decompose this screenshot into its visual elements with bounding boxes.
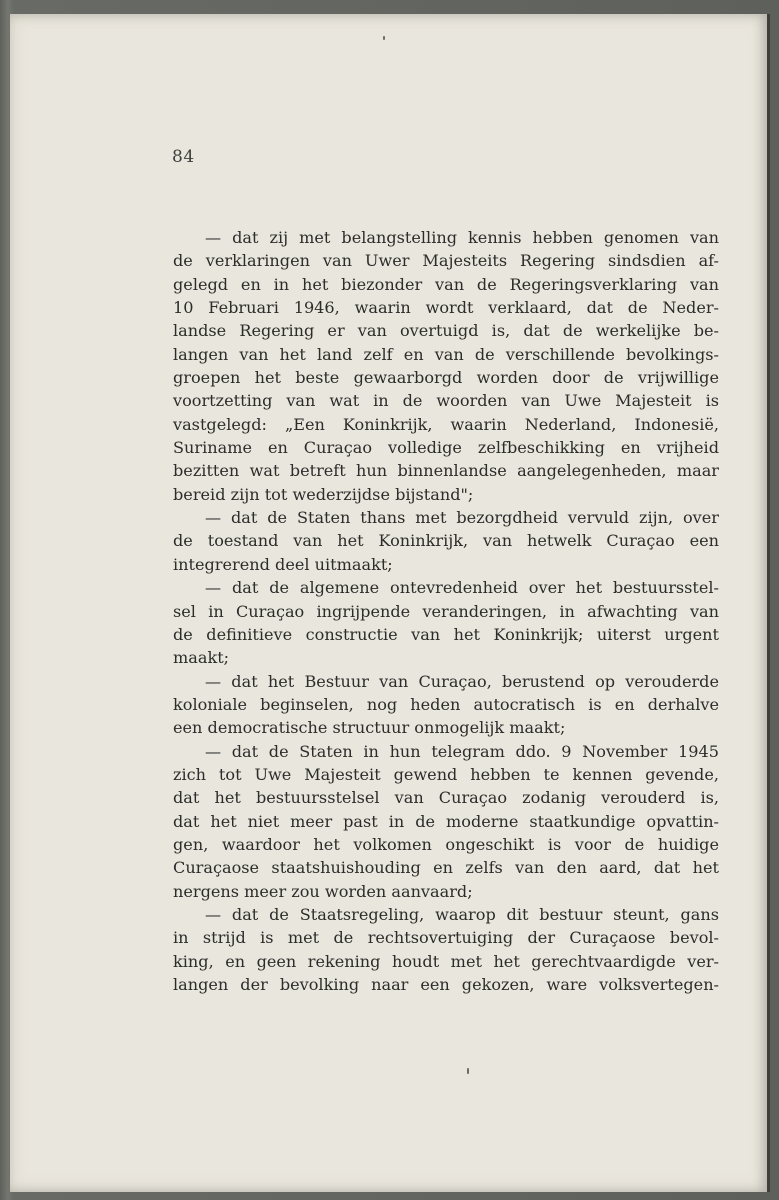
text-line: de definitieve constructie van het Koninkrijk; uiterst urgent bbox=[173, 624, 719, 644]
text-line: de verklaringen van Uwer Majesteits Regering sindsdien af- bbox=[173, 251, 719, 271]
text-line: dat het niet meer past in de moderne staatkundige opvattin- bbox=[173, 811, 719, 831]
text-line: integrerend deel uitmaakt; bbox=[173, 554, 393, 574]
text-line: vastgelegd: „Een Koninkrijk, waarin Nederland, Indonesië, bbox=[173, 414, 719, 434]
text-line: zich tot Uwe Majesteit gewend hebben te kennen gevende, bbox=[173, 764, 719, 784]
paper-speck bbox=[383, 36, 385, 40]
page-number: 84 bbox=[172, 147, 195, 167]
text-line: bezitten wat betreft hun binnenlandse aangelegenheden, maar bbox=[173, 461, 719, 481]
text-line: groepen het beste gewaarborgd worden door de vrijwillige bbox=[173, 368, 719, 388]
text-line: king, en geen rekening houdt met het gerechtvaardigde ver- bbox=[173, 951, 719, 971]
text-line: dat het bestuursstelsel van Curaçao zodanig verouderd is, bbox=[173, 788, 719, 808]
text-line: in strijd is met de rechtsovertuiging der Curaçaose bevol- bbox=[173, 928, 719, 948]
text-line: — dat de Staten in hun telegram ddo. 9 November 1945 bbox=[205, 741, 719, 761]
text-line: de toestand van het Koninkrijk, van hetwelk Curaçao een bbox=[173, 531, 719, 551]
text-line: koloniale beginselen, nog heden autocratisch is en derhalve bbox=[173, 694, 719, 714]
text-line: — dat de Staten thans met bezorgdheid vervuld zijn, over bbox=[205, 508, 719, 528]
text-line: landse Regering er van overtuigd is, dat de werkelijke be- bbox=[173, 321, 719, 341]
text-line: gelegd en in het biezonder van de Regeringsverklaring van bbox=[173, 274, 719, 294]
text-line: — dat het Bestuur van Curaçao, berustend op verouderde bbox=[205, 671, 719, 691]
body-text bbox=[173, 226, 719, 996]
text-line: — dat zij met belangstelling kennis hebben genomen van bbox=[205, 228, 719, 247]
text-line: maakt; bbox=[173, 648, 230, 668]
text-line: nergens meer zou worden aanvaard; bbox=[173, 881, 473, 901]
text-line: voortzetting van wat in de woorden van Uwe Majesteit is bbox=[173, 391, 719, 411]
text-line: — dat de Staatsregeling, waarop dit bestuur steunt, gans bbox=[205, 904, 719, 924]
text-line: langen van het land zelf en van de verschillende bevolkings- bbox=[173, 344, 719, 364]
text-line: Suriname en Curaçao volledige zelfbeschikking en vrijheid bbox=[173, 438, 719, 458]
text-line: — dat de algemene ontevredenheid over het bestuursstel- bbox=[205, 578, 719, 598]
text-line: langen der bevolking naar een gekozen, ware volksvertegen- bbox=[173, 975, 719, 994]
text-line: 10 Februari 1946, waarin wordt verklaard, dat de Neder- bbox=[173, 298, 719, 318]
text-line: sel in Curaçao ingrijpende veranderingen, in afwachting van bbox=[173, 601, 719, 621]
paper-speck bbox=[467, 1068, 469, 1074]
book-page bbox=[10, 14, 770, 1192]
text-line: bereid zijn tot wederzijdse bijstand"; bbox=[173, 484, 474, 504]
text-line: gen, waardoor het volkomen ongeschikt is voor de huidige bbox=[173, 834, 719, 854]
text-line: een democratische structuur onmogelijk maakt; bbox=[173, 718, 566, 738]
text-line: Curaçaose staatshuishouding en zelfs van den aard, dat het bbox=[173, 858, 719, 878]
